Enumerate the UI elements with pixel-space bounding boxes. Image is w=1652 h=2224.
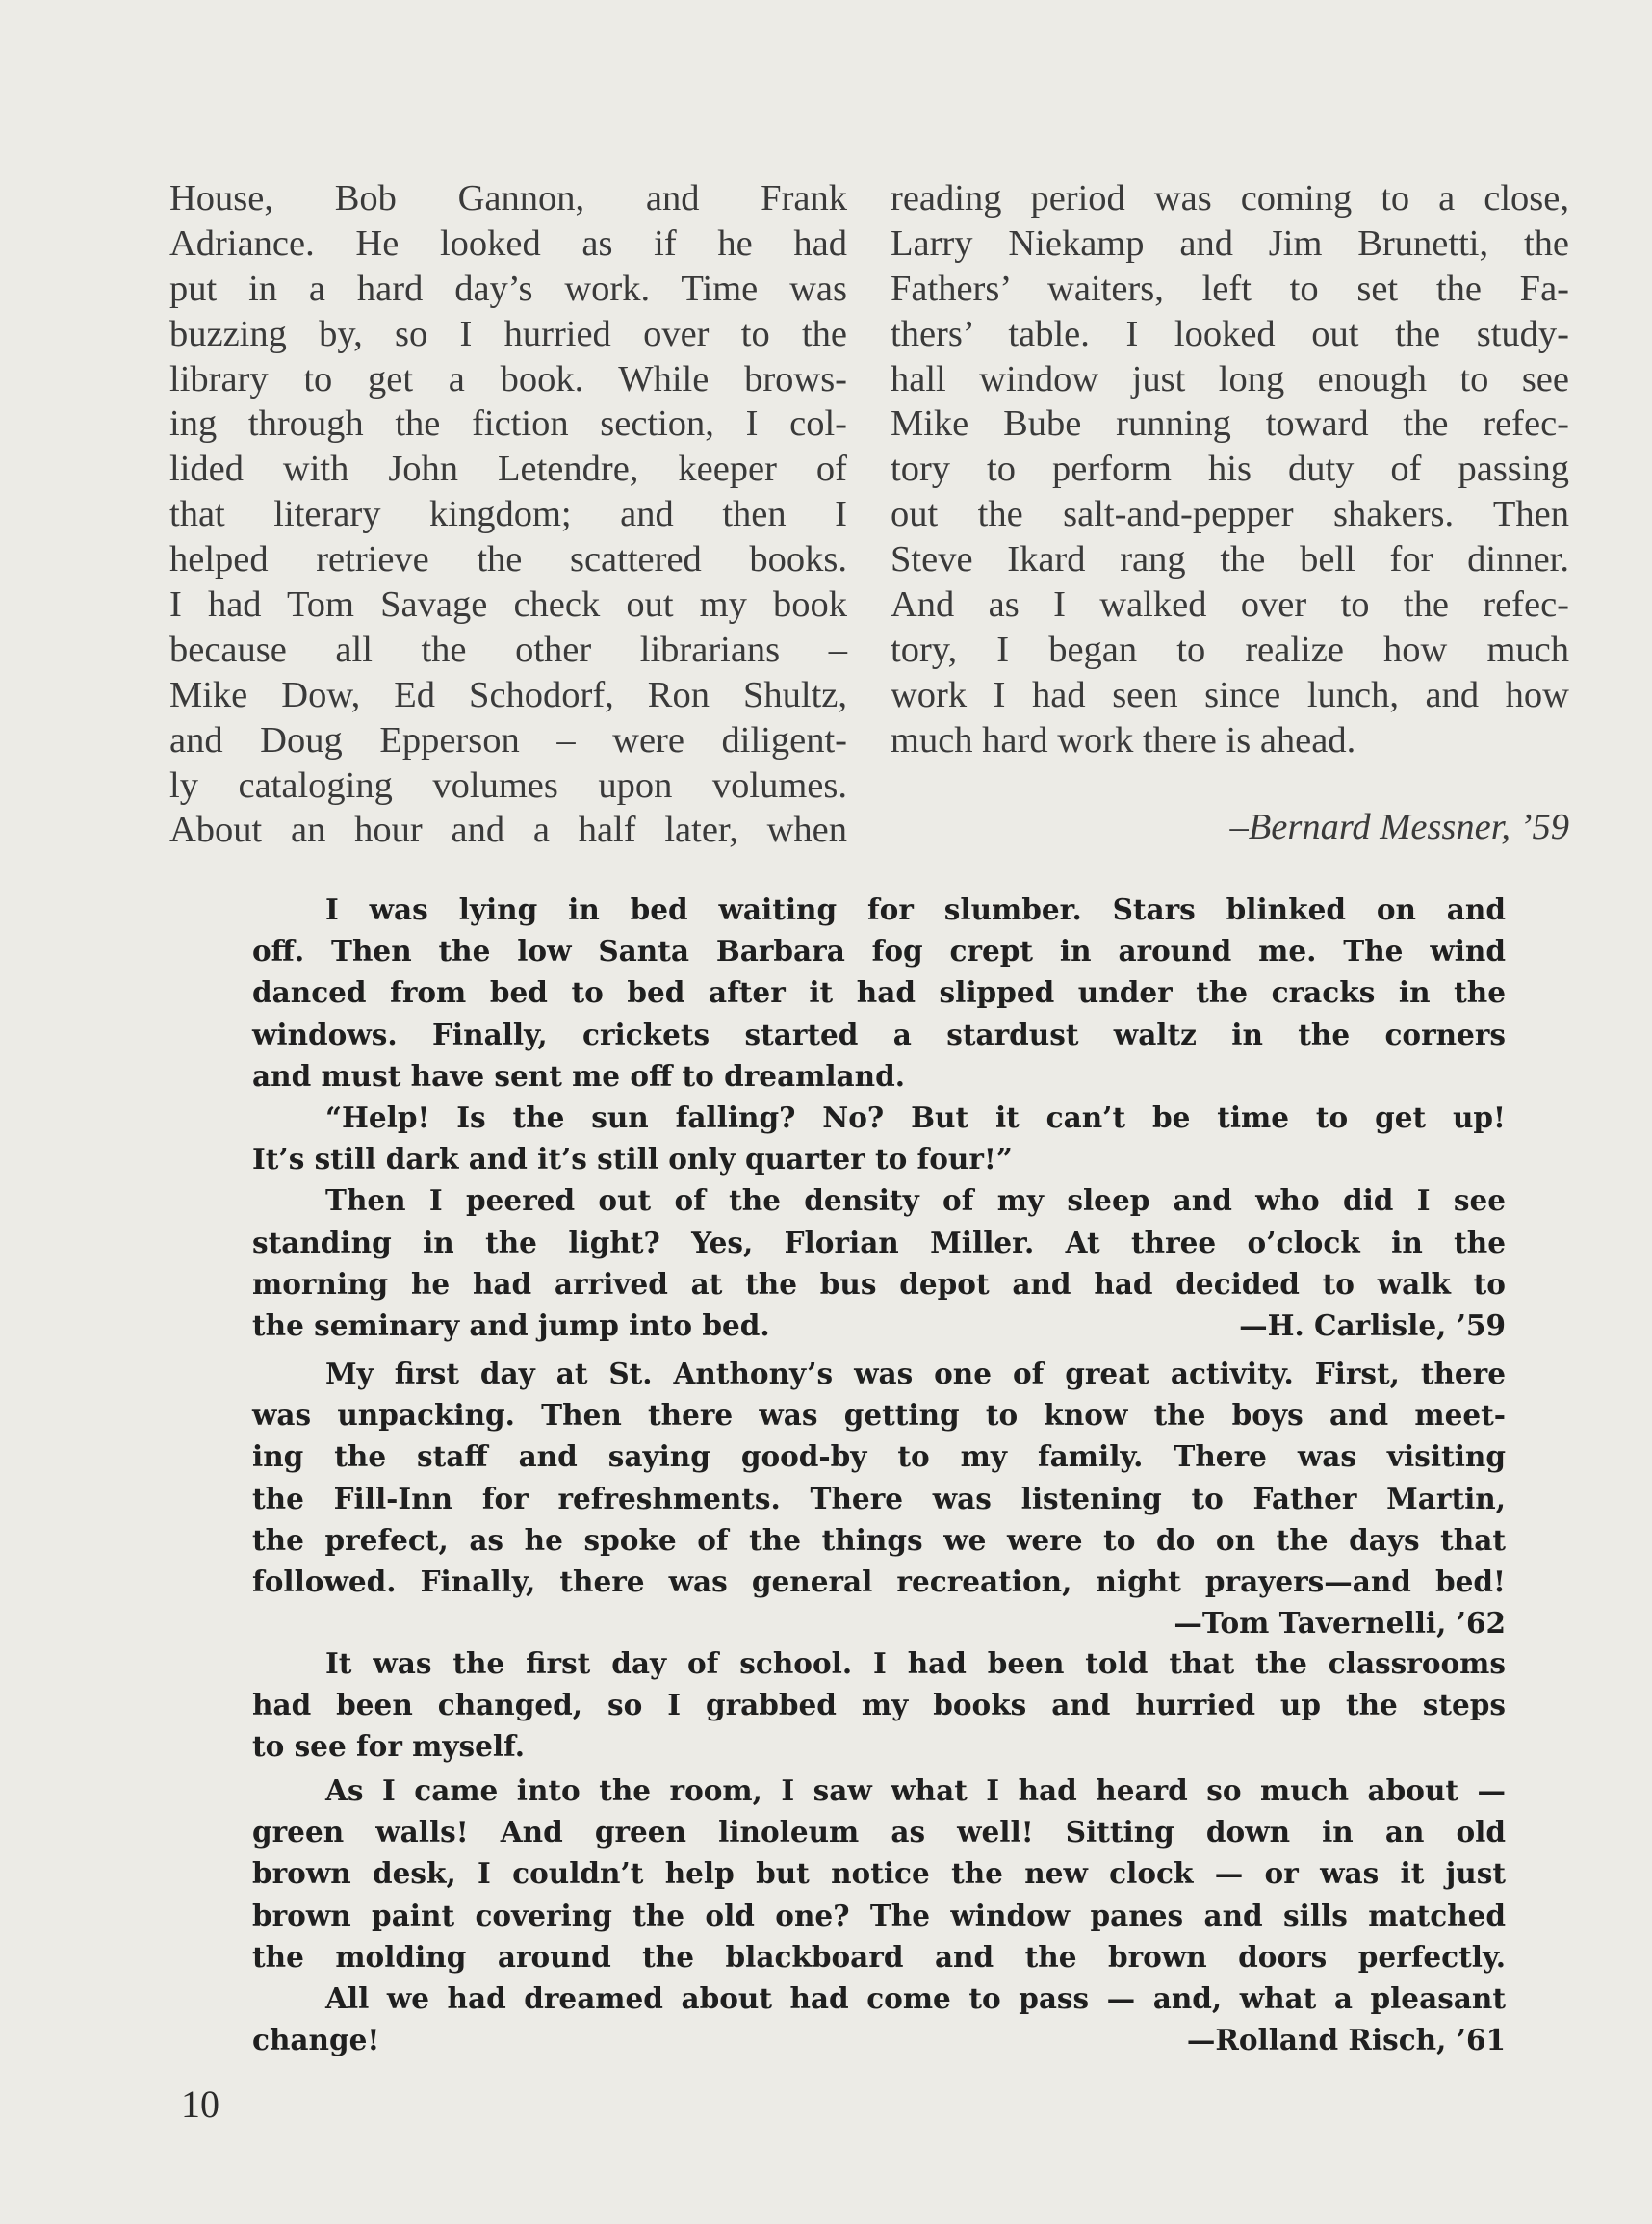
risch-essay-part2 bbox=[252, 1770, 1506, 2060]
text-line: followed. Finally, there was general recreation, night prayers—and bed! bbox=[252, 1564, 1506, 1598]
author-signature: —H. Carlisle, ’59 bbox=[1239, 1307, 1506, 1342]
text-line: out the salt-and-pepper shakers. Then bbox=[891, 494, 1569, 535]
text-line: “Help! Is the sun falling? No? But it can’t be time to get up! bbox=[325, 1099, 1506, 1134]
text-line: buzzing by, so I hurried over to the bbox=[169, 313, 847, 354]
text-line: Mike Dow, Ed Schodorf, Ron Shultz, bbox=[169, 674, 847, 715]
text-line: reading period was coming to a close, bbox=[891, 178, 1569, 219]
text-line: It’s still dark and it’s still only quarter to four!” bbox=[252, 1142, 1013, 1177]
text-line: was unpacking. Then there was getting to know the boys and meet- bbox=[252, 1398, 1506, 1433]
text-line: put in a hard day’s work. Time was bbox=[169, 268, 847, 309]
text-line: helped retrieve the scattered books. bbox=[169, 539, 847, 581]
right-column bbox=[891, 176, 1569, 763]
text-line bbox=[252, 1305, 1506, 1346]
text-line: work I had seen since lunch, and how bbox=[891, 674, 1569, 715]
text-line: because all the other librarians – bbox=[169, 629, 847, 670]
text-line: About an hour and a half later, when bbox=[169, 810, 847, 851]
text-line: House, Bob Gannon, and Frank bbox=[169, 178, 847, 219]
tavernelli-essay bbox=[252, 1353, 1506, 1643]
text-line: tory to perform his duty of passing bbox=[891, 449, 1569, 490]
text-line: My first day at St. Anthony’s was one of great activity. First, there bbox=[325, 1357, 1506, 1390]
author-signature: –Bernard Messner, ’59 bbox=[1229, 807, 1569, 847]
text-line: danced from bed to bed after it had slipped under the cracks in the bbox=[252, 975, 1506, 1010]
text-line: ing through the fiction section, I col- bbox=[169, 403, 847, 445]
text-line: As I came into the room, I saw what I had heard so much about — bbox=[325, 1773, 1506, 1807]
text-line: I was lying in bed waiting for slumber. Stars blinked on and bbox=[325, 892, 1506, 926]
author-signature: —Tom Tavernelli, ’62 bbox=[1174, 1606, 1506, 1641]
text-line: lided with John Letendre, keeper of bbox=[169, 449, 847, 490]
text-line: thers’ table. I looked out the study- bbox=[891, 313, 1569, 354]
text-line: brown paint covering the old one? The window panes and sills matched bbox=[252, 1898, 1506, 1932]
text-line: Steve Ikard rang the bell for dinner. bbox=[891, 539, 1569, 581]
text-fragment: change! bbox=[252, 2023, 380, 2057]
text-line: windows. Finally, crickets started a stardust waltz in the corners bbox=[252, 1017, 1506, 1051]
text-line: and must have sent me off to dreamland. bbox=[252, 1058, 906, 1093]
text-line bbox=[252, 2019, 1506, 2060]
author-signature: —Rolland Risch, ’61 bbox=[1186, 2023, 1506, 2057]
text-line: ing the staff and saying good-by to my family. There was visiting bbox=[252, 1439, 1506, 1474]
carlisle-essay bbox=[252, 889, 1506, 1346]
text-line: All we had dreamed about had come to pass — and, what a pleasant bbox=[325, 1980, 1506, 2015]
text-line: I had Tom Savage check out my book bbox=[169, 584, 847, 626]
text-line: that literary kingdom; and then I bbox=[169, 494, 847, 535]
text-fragment: the seminary and jump into bed. bbox=[252, 1307, 770, 1342]
page-number: 10 bbox=[181, 2082, 219, 2126]
text-line: Adriance. He looked as if he had bbox=[169, 222, 847, 264]
text-line: brown desk, I couldn’t help but notice the new clock — or was it just bbox=[252, 1856, 1506, 1891]
text-line: hall window just long enough to see bbox=[891, 358, 1569, 400]
risch-essay-part1 bbox=[252, 1642, 1506, 1768]
text-line: Mike Bube running toward the refec- bbox=[891, 403, 1569, 445]
text-line: to see for myself. bbox=[252, 1729, 526, 1764]
text-line: the molding around the blackboard and the brown doors perfectly. bbox=[252, 1939, 1506, 1974]
text-line: green walls! And green linoleum as well! Sitting down in an old bbox=[252, 1815, 1506, 1849]
text-line: morning he had arrived at the bus depot and had decided to walk to bbox=[252, 1266, 1506, 1301]
text-line: off. Then the low Santa Barbara fog crept in around me. The wind bbox=[252, 934, 1506, 969]
text-line: the Fill-Inn for refreshments. There was listening to Father Martin, bbox=[252, 1481, 1506, 1515]
text-line: ly cataloging volumes upon volumes. bbox=[169, 764, 847, 806]
text-line: the prefect, as he spoke of the things we were to do on the days that bbox=[252, 1522, 1506, 1557]
text-line: It was the first day of school. I had been told that the classrooms bbox=[325, 1646, 1506, 1680]
text-line: and Doug Epperson – were diligent- bbox=[169, 719, 847, 761]
text-line: had been changed, so I grabbed my books and hurried up the steps bbox=[252, 1688, 1506, 1722]
text-line: Larry Niekamp and Jim Brunetti, the bbox=[891, 222, 1569, 264]
text-line: Then I peered out of the density of my sleep and who did I see bbox=[325, 1183, 1506, 1218]
text-line: much hard work there is ahead. bbox=[891, 719, 1356, 761]
text-line: Fathers’ waiters, left to set the Fa- bbox=[891, 268, 1569, 309]
left-column bbox=[169, 176, 847, 853]
text-line: library to get a book. While brows- bbox=[169, 358, 847, 400]
text-line: And as I walked over to the refec- bbox=[891, 584, 1569, 626]
text-line: standing in the light? Yes, Florian Miller. At three o’clock in the bbox=[252, 1225, 1506, 1259]
text-line: tory, I began to realize how much bbox=[891, 629, 1569, 670]
